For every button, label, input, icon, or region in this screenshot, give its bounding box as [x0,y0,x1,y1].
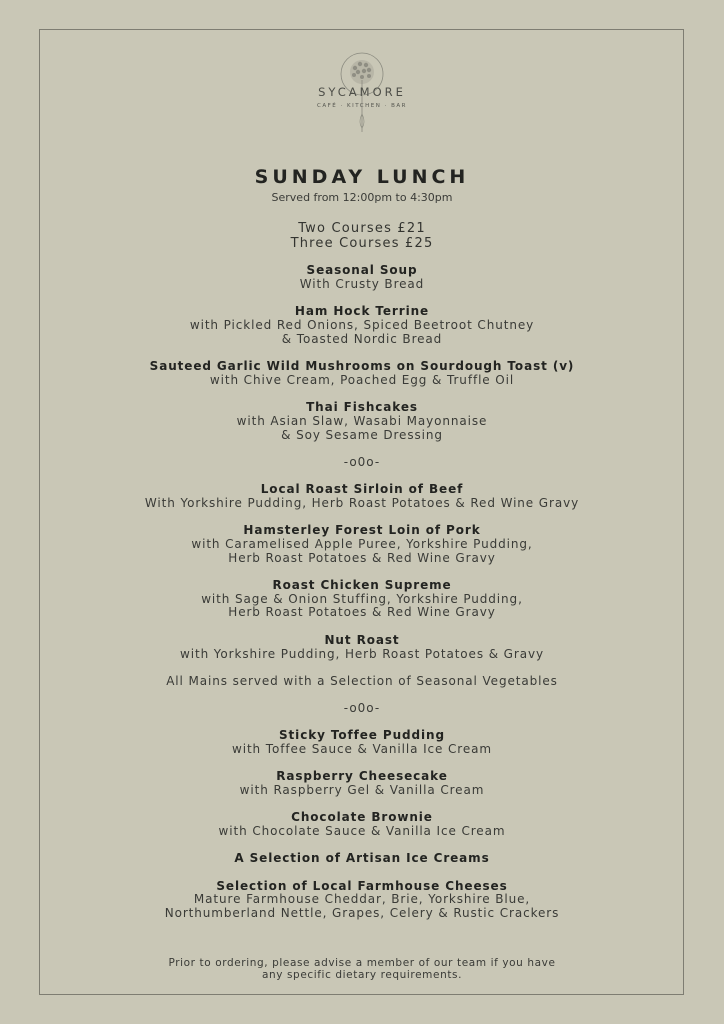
dish-description: Herb Roast Potatoes & Red Wine Gravy [228,605,496,619]
dish-name: Ham Hock Terrine [294,304,430,318]
dish-description: with Toffee Sauce & Vanilla Ice Cream [232,742,492,756]
dish-description: With Crusty Bread [299,277,425,291]
dish-description: with Chive Cream, Poached Egg & Truffle Oil [209,373,515,387]
dish-description: with Caramelised Apple Puree, Yorkshire Pudding, [191,537,533,551]
served-times: Served from 12:00pm to 4:30pm [271,191,453,204]
mains-note: All Mains served with a Selection of Seasonal Vegetables [166,674,558,688]
dish-name: Nut Roast [324,633,400,647]
dish-name: Sticky Toffee Pudding [279,728,445,742]
dish-description: with Sage & Onion Stuffing, Yorkshire Pudding, [201,592,523,606]
dish-name: Selection of Local Farmhouse Cheeses [216,879,508,893]
brand-name: SYCAMORE [318,85,406,99]
price-three-courses: Three Courses £25 [290,236,434,251]
price-two-courses: Two Courses £21 [298,221,426,236]
dish-name: Chocolate Brownie [291,810,433,824]
brand-tagline: CAFÉ · KITCHEN · BAR [317,103,407,109]
dish-description: with Asian Slaw, Wasabi Mayonnaise [236,414,488,428]
dish-name: Sauteed Garlic Wild Mushrooms on Sourdough Toast (v) [149,359,575,373]
dish-description: with Yorkshire Pudding, Herb Roast Potatoes & Gravy [180,647,544,661]
dish-description: With Yorkshire Pudding, Herb Roast Potatoes & Red Wine Gravy [144,496,580,510]
dish-name: Roast Chicken Supreme [272,578,452,592]
menu-title: SUNDAY LUNCH [254,166,470,188]
dish-name: Raspberry Cheesecake [276,769,448,783]
dish-description: Herb Roast Potatoes & Red Wine Gravy [228,551,496,565]
dish-name: Thai Fishcakes [306,400,418,414]
dish-name: Seasonal Soup [306,263,418,277]
dish-description: Mature Farmhouse Cheddar, Brie, Yorkshire Blue, [193,892,531,906]
dish-description: & Toasted Nordic Bread [281,332,443,346]
dish-description: with Pickled Red Onions, Spiced Beetroot Chutney [189,318,535,332]
dietary-notice: Prior to ordering, please advise a member of our team if you have [168,957,556,969]
dish-name: Hamsterley Forest Loin of Pork [243,523,481,537]
course-separator: -o0o- [343,701,381,715]
course-separator: -o0o- [343,455,381,469]
brand-logo [0,50,724,140]
dietary-notice: any specific dietary requirements. [261,969,463,981]
dish-description: with Raspberry Gel & Vanilla Cream [239,783,485,797]
dish-description: with Chocolate Sauce & Vanilla Ice Cream [218,824,506,838]
dish-name: A Selection of Artisan Ice Creams [234,851,490,865]
dish-name: Local Roast Sirloin of Beef [260,482,464,496]
dish-description: & Soy Sesame Dressing [281,428,443,442]
dish-description: Northumberland Nettle, Grapes, Celery & Rustic Crackers [164,906,560,920]
